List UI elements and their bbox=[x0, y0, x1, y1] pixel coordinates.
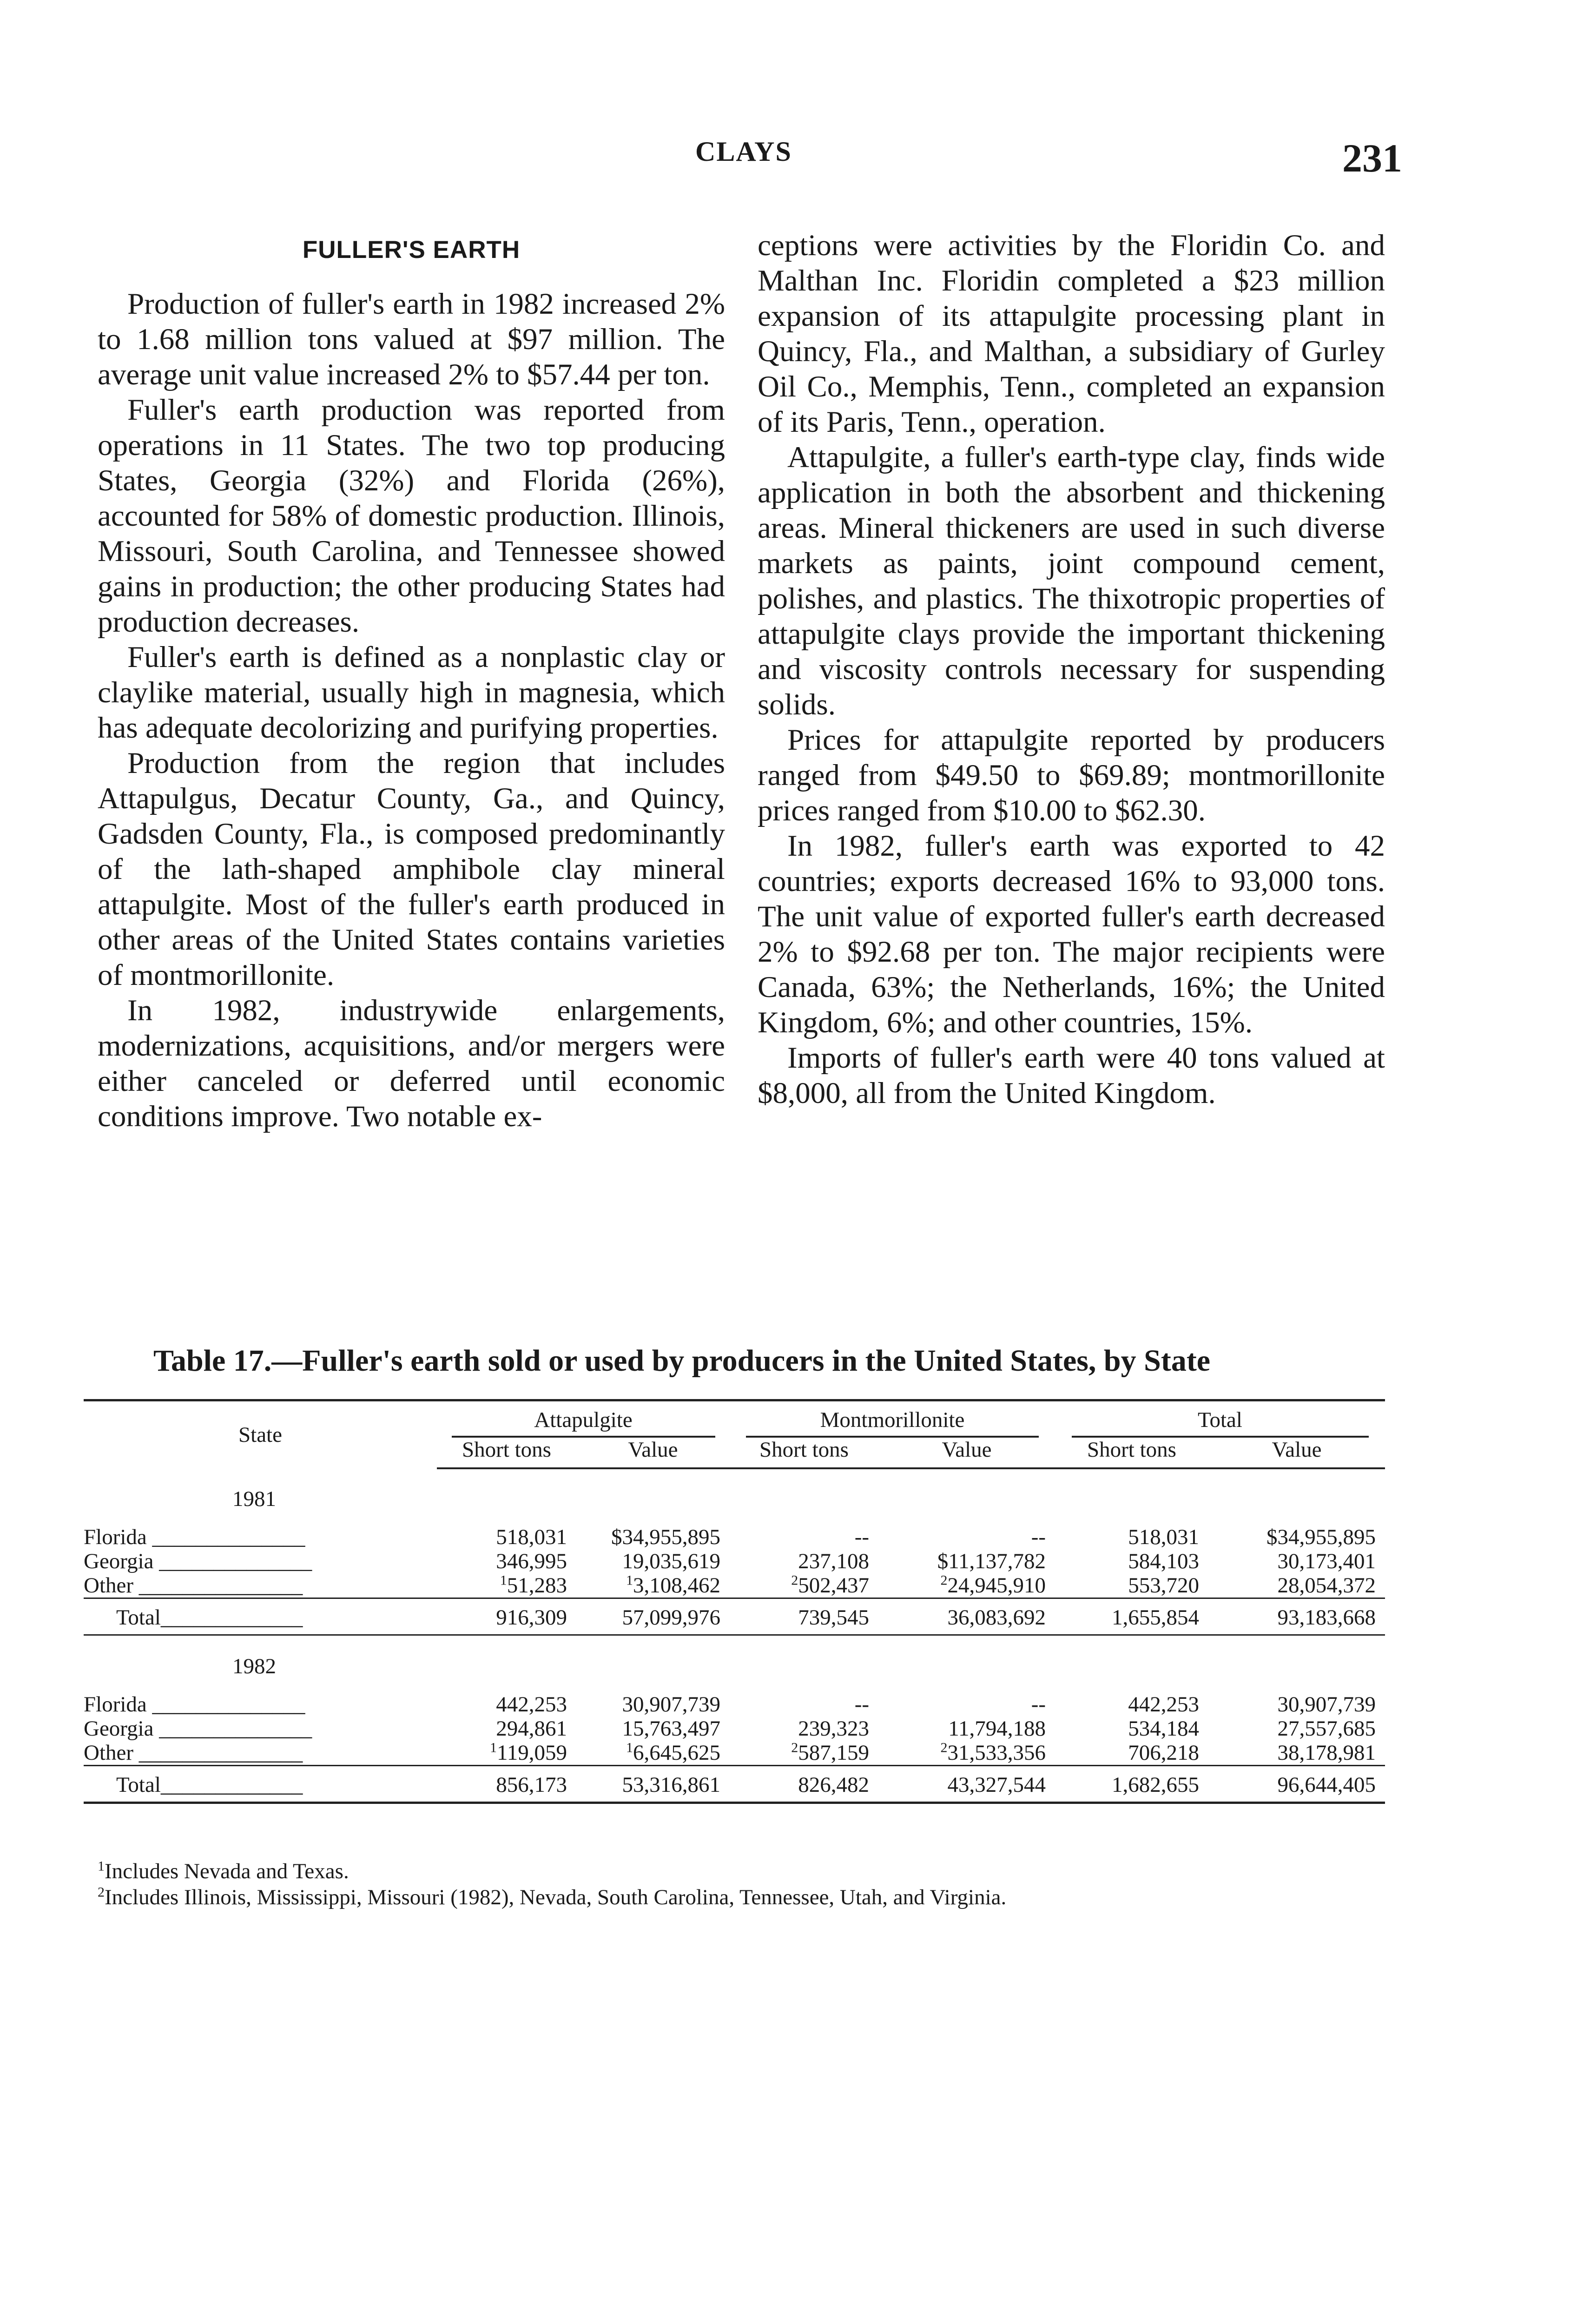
cell: 826,482 bbox=[730, 1766, 878, 1803]
total-label: Total_____________ bbox=[84, 1766, 437, 1803]
cell: 30,173,401 bbox=[1277, 1549, 1376, 1573]
cell: 916,309 bbox=[437, 1598, 576, 1635]
state-name: Georgia ______________ bbox=[84, 1717, 312, 1741]
fullers-earth-table bbox=[84, 1399, 1385, 1804]
table-row bbox=[84, 1717, 1385, 1741]
cell: 30,907,739 bbox=[1277, 1692, 1376, 1717]
cell: $^2$502,437 bbox=[791, 1572, 869, 1598]
cell: -- bbox=[1031, 1525, 1046, 1549]
table-row-total bbox=[84, 1598, 1385, 1635]
paragraph: Imports of fuller's earth were 40 tons valued at $8,000, all from the United Kingdom. bbox=[758, 1041, 1385, 1110]
cell: $11,137,782 bbox=[937, 1549, 1046, 1573]
cell: 534,184 bbox=[1128, 1717, 1199, 1741]
cell: -- bbox=[854, 1525, 869, 1549]
subheader-short-tons: Short tons bbox=[730, 1438, 878, 1468]
cell: 739,545 bbox=[730, 1598, 878, 1635]
cell: 57,099,976 bbox=[576, 1598, 730, 1635]
cell: 30,907,739 bbox=[622, 1692, 720, 1717]
cell: 93,183,668 bbox=[1208, 1598, 1385, 1635]
section-title: FULLER'S EARTH bbox=[302, 236, 521, 264]
cell: 43,327,544 bbox=[878, 1766, 1055, 1803]
page-number: 231 bbox=[1342, 136, 1402, 180]
running-head: CLAYS bbox=[695, 136, 792, 167]
cell: $^1$6,645,625 bbox=[626, 1740, 720, 1765]
subheader-value: Value bbox=[878, 1438, 1055, 1468]
cell: $^1$51,283 bbox=[500, 1572, 567, 1598]
cell: 11,794,188 bbox=[948, 1717, 1046, 1741]
cell: 28,054,372 bbox=[1277, 1573, 1376, 1598]
subheader-short-tons: Short tons bbox=[437, 1438, 576, 1468]
table-row bbox=[84, 1692, 1385, 1717]
cell: $34,955,895 bbox=[1266, 1525, 1376, 1549]
cell: 36,083,692 bbox=[878, 1598, 1055, 1635]
cell: 239,323 bbox=[798, 1717, 869, 1741]
paragraph: ceptions were activities by the Floridin Co. and Malthan Inc. Floridin completed a $23 million expansion of its attapulgite processing plant in Quincy, Fla., and Malthan, a subsidiary of Gurley Oil Co., Memphis, Tenn., completed an expansion of its Paris, Tenn., operation. bbox=[758, 229, 1385, 439]
paragraph: Production from the region that includes Attapulgus, Decatur County, Ga., and Quincy, Gadsden County, Fla., is composed predominantly of the lath-shaped amphibole clay mineral attapulgite. Most of the fuller's earth produced in other areas of the United States contains varieties of montmorillonite. bbox=[98, 746, 725, 992]
cell: 294,861 bbox=[496, 1717, 567, 1741]
year-label: 1981 bbox=[232, 1487, 276, 1511]
cell: 442,253 bbox=[496, 1692, 567, 1717]
subheader-value: Value bbox=[1208, 1438, 1385, 1468]
cell: 237,108 bbox=[798, 1549, 869, 1573]
footnote: $^1$Includes Nevada and Texas. bbox=[98, 1858, 349, 1883]
year-label: 1982 bbox=[84, 1635, 437, 1693]
table-row bbox=[84, 1549, 1385, 1573]
cell: 1,655,854 bbox=[1055, 1598, 1208, 1635]
paragraph: Prices for attapulgite reported by producers ranged from $49.50 to $69.89; montmorillonite prices ranged from $10.00 to $62.30. bbox=[758, 723, 1385, 827]
cell: $^2$587,159 bbox=[791, 1740, 869, 1765]
group-header-total: Total bbox=[1055, 1400, 1385, 1438]
state-name: Florida ______________ bbox=[84, 1692, 305, 1717]
left-column bbox=[98, 232, 725, 1134]
state-header: State bbox=[84, 1400, 437, 1469]
cell: 15,763,497 bbox=[622, 1717, 720, 1741]
cell: 584,103 bbox=[1128, 1549, 1199, 1573]
cell: $^2$31,533,356 bbox=[940, 1740, 1046, 1765]
table-row-total bbox=[84, 1766, 1385, 1803]
subheader-value: Value bbox=[576, 1438, 730, 1468]
state-name: Florida ______________ bbox=[84, 1525, 305, 1549]
cell: 19,035,619 bbox=[622, 1549, 720, 1573]
table-row bbox=[84, 1573, 1385, 1598]
cell: $^1$3,108,462 bbox=[626, 1572, 720, 1598]
group-header-montmorillonite: Montmorillonite bbox=[730, 1400, 1055, 1438]
cell: 38,178,981 bbox=[1277, 1741, 1376, 1765]
table-row bbox=[84, 1741, 1385, 1766]
paragraph: Fuller's earth production was reported from operations in 11 States. The two top producing States, Georgia (32%) and Florida (26%), accounted for 58% of domestic production. Illinois, Missouri, South Carolina, and Tennessee showed gains in production; the other producing States had production decreases. bbox=[98, 393, 725, 639]
state-name: Georgia ______________ bbox=[84, 1549, 312, 1573]
total-label: Total_____________ bbox=[84, 1598, 437, 1635]
cell: 518,031 bbox=[1128, 1525, 1199, 1549]
paragraph: Production of fuller's earth in 1982 increased 2% to 1.68 million tons valued at $97 million. The average unit value increased 2% to $57.44 per ton. bbox=[98, 287, 725, 391]
right-column bbox=[758, 228, 1385, 1111]
state-name: Other _______________ bbox=[84, 1573, 303, 1598]
cell: 96,644,405 bbox=[1208, 1766, 1385, 1803]
footnote: $^2$Includes Illinois, Mississippi, Missouri (1982), Nevada, South Carolina, Tennessee, Utah, and Virginia. bbox=[98, 1884, 1007, 1909]
cell: -- bbox=[1031, 1692, 1046, 1717]
paragraph: Fuller's earth is defined as a nonplastic clay or claylike material, usually high in magnesia, which has adequate decolorizing and purifying properties. bbox=[98, 640, 725, 745]
cell: 346,995 bbox=[496, 1549, 567, 1573]
cell: 706,218 bbox=[1128, 1741, 1199, 1765]
paragraph: In 1982, industrywide enlargements, modernizations, acquisitions, and/or mergers were either canceled or deferred until economic conditions improve. Two notable ex- bbox=[98, 994, 725, 1133]
cell: 442,253 bbox=[1128, 1692, 1199, 1717]
cell: 518,031 bbox=[496, 1525, 567, 1549]
table-title: Table 17.—Fuller's earth sold or used by producers in the United States, by State bbox=[153, 1344, 1211, 1378]
cell: $^2$24,945,910 bbox=[940, 1572, 1046, 1598]
cell: $^1$119,059 bbox=[489, 1740, 567, 1765]
state-name: Other _______________ bbox=[84, 1741, 303, 1765]
subheader-short-tons: Short tons bbox=[1055, 1438, 1208, 1468]
cell: 27,557,685 bbox=[1277, 1717, 1376, 1741]
cell: 553,720 bbox=[1128, 1573, 1199, 1598]
table-row bbox=[84, 1525, 1385, 1549]
paragraph: In 1982, fuller's earth was exported to 42 countries; exports decreased 16% to 93,000 tons. The unit value of exported fuller's earth decreased 2% to $92.68 per ton. The major recipients were Canada, 63%; the Netherlands, 16%; the United Kingdom, 6%; and other countries, 15%. bbox=[758, 829, 1385, 1039]
group-header-attapulgite: Attapulgite bbox=[437, 1400, 730, 1438]
cell: 856,173 bbox=[437, 1766, 576, 1803]
cell: 53,316,861 bbox=[576, 1766, 730, 1803]
paragraph: Attapulgite, a fuller's earth-type clay, finds wide application in both the absorbent and thickening areas. Mineral thickeners are used in such diverse markets as paints, joint compound cement, polishes, and plastics. The thixotropic properties of attapulgite clays provide the important thickening and viscosity controls necessary for suspending solids. bbox=[758, 441, 1385, 721]
cell: -- bbox=[854, 1692, 869, 1717]
cell: $34,955,895 bbox=[611, 1525, 720, 1549]
cell: 1,682,655 bbox=[1055, 1766, 1208, 1803]
